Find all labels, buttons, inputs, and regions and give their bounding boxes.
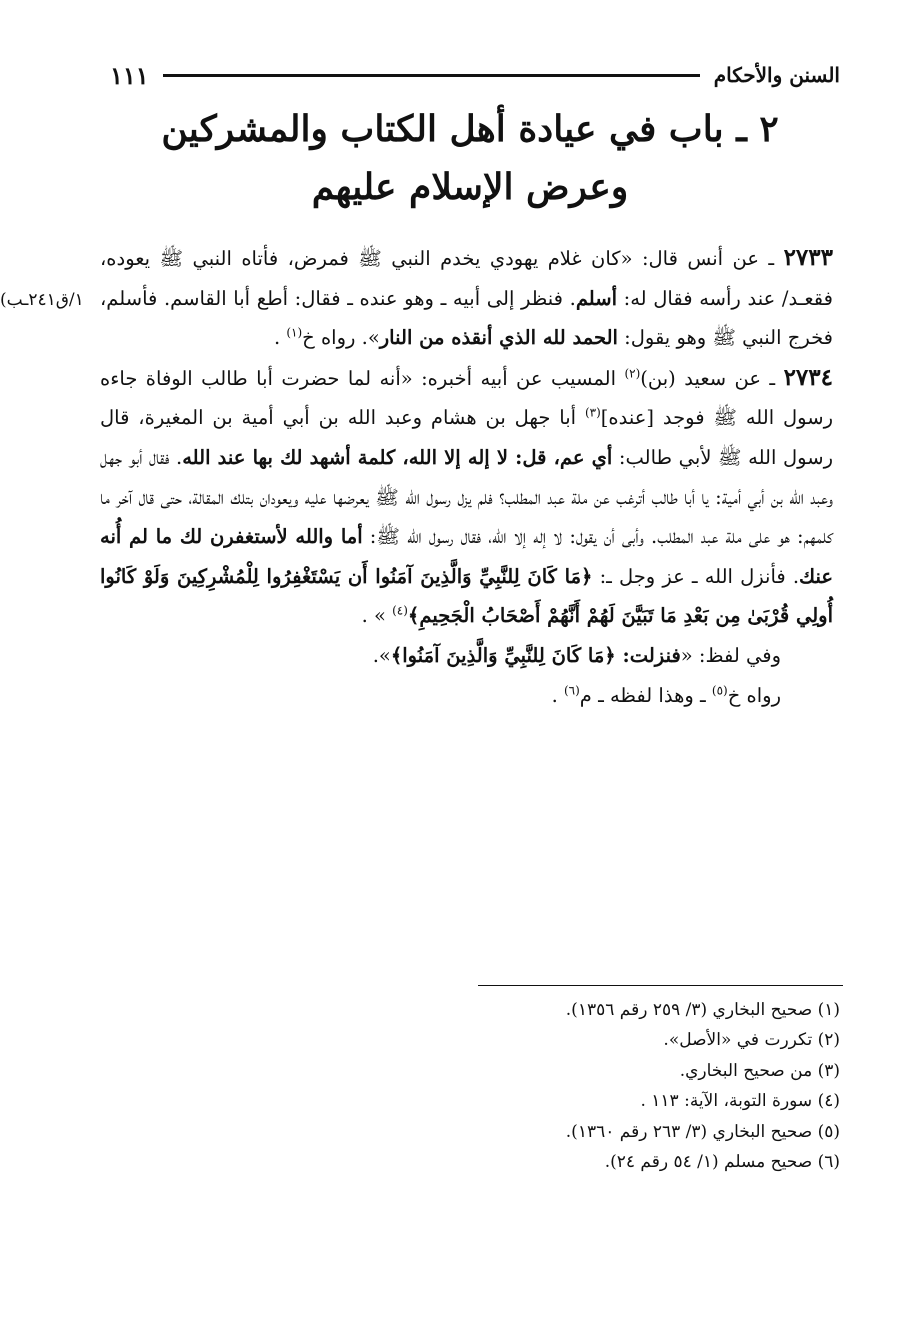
chapter-title-line2: وعرض الإسلام عليهم	[311, 166, 629, 208]
header-rule	[163, 74, 700, 77]
hadith-text: .	[273, 326, 287, 350]
hadith-text: . فأنزل الله ـ عز وجل ـ:	[592, 564, 800, 588]
hadith-text: ـ وهذا لفظه ـ م	[579, 683, 712, 707]
footnote-separator	[478, 985, 843, 986]
prophet-saying: أما والله لأستغفرن لك ما لم أُنه عنك	[100, 525, 833, 588]
hadith-2733	[100, 238, 833, 358]
hadith-text: . فقال أبو جهل وعبد الله بن أبي أمية: يا أبا طالب أترغب عن ملة عبد المطلب؟ فلم يزل رسول الله ﷺ يعرضها عليه ويعودان بتلك المقالة، حتى قال آخر ما كلمهم: هو على ملة عبد المطلب. وأبى أن يقول: لا إله إلا الله، فقال رسول الله ﷺ:	[100, 445, 833, 549]
prophet-saying: الحمد لله الذي أنقذه من النار	[379, 326, 618, 350]
hadith-text-bold: فنزلت:	[615, 643, 681, 667]
hadith-number: ٢٧٣٤	[783, 363, 833, 391]
hadith-body	[100, 238, 833, 715]
footnote-5: (٥) صحيح البخاري (٣/ ٢٦٣ رقم ١٣٦٠).	[565, 1121, 840, 1142]
footnote-ref: (٥)	[711, 683, 728, 698]
hadith-text: رواه خ	[727, 683, 781, 707]
footnote-ref: (٤)	[392, 603, 408, 618]
hadith-text: أبا جهل بن هشام وعبد الله بن أبي أمية بن المغيرة، قال رسول الله ﷺ لأبي طالب:	[100, 406, 833, 469]
footnote-ref: (٣)	[584, 405, 601, 420]
footnote-ref: (٢)	[624, 366, 641, 381]
hadith-text: المسيب عن أبيه أخبره: «أنه لما حضرت أبا طالب الوفاة جاءه رسول الله ﷺ فوجد [عنده]	[100, 366, 833, 430]
hadith-text: ». رواه خ	[302, 326, 380, 350]
prophet-saying: أسلم	[575, 286, 618, 310]
chapter-title-line1: ٢ ـ باب في عيادة أهل الكتاب والمشركين	[161, 108, 779, 150]
hadith-text: ـ عن سعيد (بن)	[640, 366, 784, 390]
running-title: السنن والأحكام	[713, 63, 840, 87]
footnotes	[300, 995, 840, 1177]
hadith-number: ٢٧٣٣	[783, 244, 833, 271]
footnote-1: (١) صحيح البخاري (٣/ ٢٥٩ رقم ١٣٥٦).	[565, 1000, 840, 1020]
running-header	[110, 58, 840, 92]
alternate-wording	[100, 636, 833, 676]
hadith-text: ـ عن أنس قال: «كان غلام يهودي يخدم النبي ﷺ فمرض، فأتاه النبي ﷺ يعوده، فقعـد/ عند رأسه فقال له:	[100, 247, 833, 310]
footnote-ref: (١)	[286, 325, 303, 340]
footnote-2: (٢) تكررت في «الأصل».	[663, 1030, 840, 1051]
footnote-ref: (٦)	[563, 683, 580, 698]
footnote-4: (٤) سورة التوبة، الآية: ١١٣ .	[640, 1091, 840, 1112]
footnote-3: (٣) من صحيح البخاري.	[679, 1060, 840, 1081]
chapter-title	[100, 100, 840, 216]
hadith-text: » .	[361, 604, 393, 628]
quran-verse: ﴿مَا كَانَ لِلنَّبِيِّ وَالَّذِينَ آمَنُوا أَن يَسْتَغْفِرُوا لِلْمُشْرِكِينَ وَلَوْ كَانُوا أُولِي قُرْبَىٰ مِن بَعْدِ مَا تَبَيَّنَ لَهُمْ أَنَّهُمْ أَصْحَابُ الْجَحِيمِ﴾	[100, 564, 833, 628]
hadith-text: ».	[372, 643, 391, 667]
hadith-text: . فنظر إلى أبيه ـ وهو عنده ـ فقال: أطع أبا القاسم. فأسلم، فخرج النبي ﷺ وهو يقول:	[100, 286, 833, 350]
prophet-saying: أي عم، قل: لا إله إلا الله، كلمة أشهد لك بها عند الله	[182, 445, 613, 469]
margin-manuscript-note: (١/ق٢٤١ـب	[0, 290, 84, 310]
hadith-2734	[100, 358, 833, 636]
quran-verse: ﴿مَا كَانَ لِلنَّبِيِّ وَالَّذِينَ آمَنُوا﴾	[390, 643, 616, 667]
page-number: ١١١	[110, 60, 149, 90]
narration-source	[100, 676, 833, 716]
hadith-text: .	[551, 683, 564, 707]
hadith-text: وفي لفظ: «	[680, 643, 781, 667]
footnote-6: (٦) صحيح مسلم (١/ ٥٤ رقم ٢٤).	[604, 1152, 840, 1173]
